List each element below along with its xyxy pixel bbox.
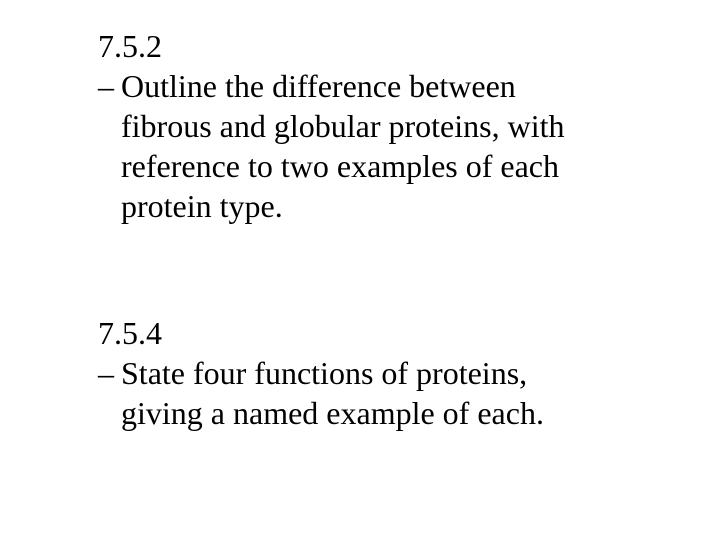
dash-bullet: – <box>98 68 114 104</box>
objective-code: 7.5.2 <box>98 28 162 64</box>
objective-line: Outline the difference between <box>121 68 516 104</box>
objective-line: reference to two examples of each <box>121 148 559 184</box>
objective-text <box>98 66 698 226</box>
objective-7-5-2 <box>98 26 698 226</box>
objective-line: protein type. <box>121 188 283 224</box>
objective-7-5-4 <box>98 313 698 433</box>
objective-line: State four functions of proteins, <box>121 355 528 391</box>
objective-text <box>98 353 698 433</box>
dash-bullet: – <box>98 355 114 391</box>
objective-line: giving a named example of each. <box>121 395 544 431</box>
objective-code: 7.5.4 <box>98 315 162 351</box>
objective-line: fibrous and globular proteins, with <box>121 108 565 144</box>
